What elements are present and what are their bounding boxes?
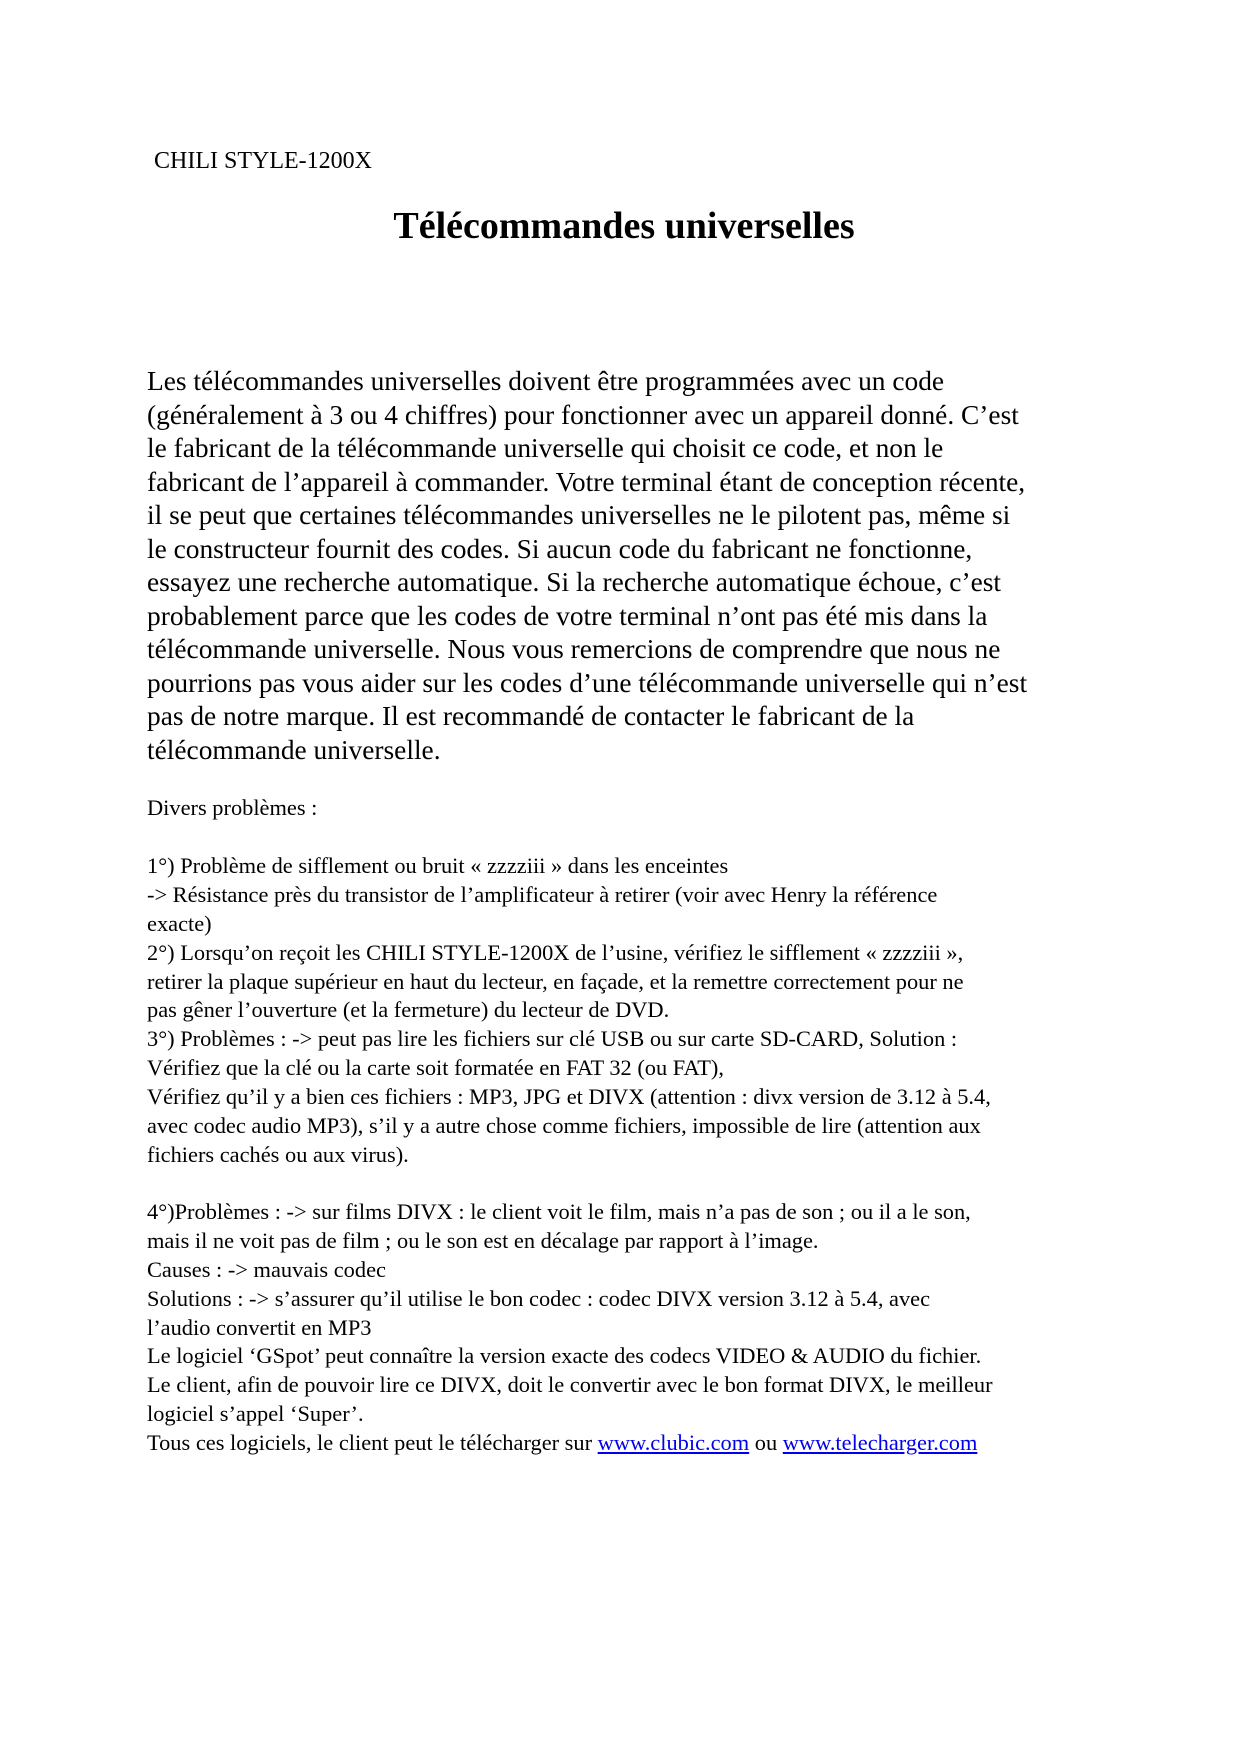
problems-heading-block bbox=[147, 794, 1107, 823]
problem-line: Vérifiez que la clé ou la carte soit formatée en FAT 32 (ou FAT), bbox=[147, 1055, 724, 1081]
problems-section-4 bbox=[147, 1198, 1107, 1458]
problem-line: fichiers cachés ou aux virus). bbox=[147, 1141, 409, 1167]
problem-line: 1°) Problème de sifflement ou bruit « zzzziii » dans les enceintes bbox=[147, 853, 729, 878]
intro-line: le fabricant de la télécommande universelle qui choisit ce code, et non le bbox=[147, 433, 944, 463]
problem-line: logiciel s’appel ‘Super’. bbox=[147, 1401, 364, 1427]
problem-line: Le client, afin de pouvoir lire ce DIVX, doit le convertir avec le bon format DIVX, le meilleur bbox=[147, 1372, 993, 1398]
product-code-header: CHILI STYLE-1200X bbox=[154, 148, 372, 174]
download-line bbox=[147, 1429, 1107, 1458]
telecharger-link[interactable]: www.telecharger.com bbox=[782, 1430, 978, 1456]
problem-line: exacte) bbox=[147, 910, 212, 936]
problem-line: Vérifiez qu’il y a bien ces fichiers : MP3, JPG et DIVX (attention : divx version de 3.12 à 5.4, bbox=[147, 1084, 991, 1110]
intro-line: Les télécommandes universelles doivent être programmées avec un code bbox=[147, 366, 945, 396]
intro-line: (généralement à 3 ou 4 chiffres) pour fonctionner avec un appareil donné. C’est bbox=[147, 399, 1019, 430]
problem-line: 2°) Lorsqu’on reçoit les CHILI STYLE-1200X de l’usine, vérifiez le sifflement « zzzziii », bbox=[147, 939, 964, 965]
problem-line: Le logiciel ‘GSpot’ peut connaître la version exacte des codecs VIDEO & AUDIO du fichier. bbox=[147, 1343, 982, 1369]
problem-line: l’audio convertit en MP3 bbox=[147, 1314, 372, 1340]
page-title: Télécommandes universelles bbox=[393, 205, 855, 247]
intro-line: pourrions pas vous aider sur les codes d’une télécommande universelle qui n’est bbox=[147, 667, 1028, 698]
problem-line: -> Résistance près du transistor de l’amplificateur à retirer (voir avec Henry la référence bbox=[147, 881, 938, 907]
intro-line: pas de notre marque. Il est recommandé de contacter le fabricant de la bbox=[147, 701, 915, 731]
problem-line: avec codec audio MP3), s’il y a autre chose comme fichiers, impossible de lire (attention aux bbox=[147, 1113, 981, 1139]
intro-line: essayez une recherche automatique. Si la recherche automatique échoue, c’est bbox=[147, 567, 1002, 597]
clubic-link[interactable]: www.clubic.com bbox=[597, 1430, 750, 1456]
download-text-prefix: Tous ces logiciels, le client peut le télécharger sur bbox=[147, 1430, 598, 1456]
problems-section-1-3 bbox=[147, 852, 1107, 1170]
intro-line: le constructeur fournit des codes. Si aucun code du fabricant ne fonctionne, bbox=[147, 533, 973, 564]
intro-line: télécommande universelle. bbox=[147, 734, 441, 765]
problem-line: pas gêner l’ouverture (et la fermeture) du lecteur de DVD. bbox=[147, 997, 670, 1023]
download-text-middle: ou bbox=[749, 1430, 783, 1456]
intro-line: il se peut que certaines télécommandes universelles ne le pilotent pas, même si bbox=[147, 500, 1011, 530]
problem-line: 3°) Problèmes : -> peut pas lire les fichiers sur clé USB ou sur carte SD-CARD, Solution : bbox=[147, 1026, 958, 1052]
intro-paragraph bbox=[147, 365, 1102, 767]
intro-line: fabricant de l’appareil à commander. Votre terminal étant de conception récente, bbox=[147, 466, 1026, 497]
intro-line: télécommande universelle. Nous vous remercions de comprendre que nous ne bbox=[147, 634, 1001, 664]
problems-heading: Divers problèmes : bbox=[147, 795, 318, 820]
problem-line: Causes : -> mauvais codec bbox=[147, 1256, 386, 1282]
problem-line: mais il ne voit pas de film ; ou le son est en décalage par rapport à l’image. bbox=[147, 1227, 819, 1253]
problem-line: 4°)Problèmes : -> sur films DIVX : le client voit le film, mais n’a pas de son ; ou il a le son, bbox=[147, 1199, 971, 1224]
intro-line: probablement parce que les codes de votre terminal n’ont pas été mis dans la bbox=[147, 600, 988, 631]
problem-line: retirer la plaque supérieur en haut du lecteur, en façade, et la remettre correctement pour ne bbox=[147, 968, 964, 994]
problem-line: Solutions : -> s’assurer qu’il utilise le bon codec : codec DIVX version 3.12 à 5.4, avec bbox=[147, 1285, 931, 1311]
